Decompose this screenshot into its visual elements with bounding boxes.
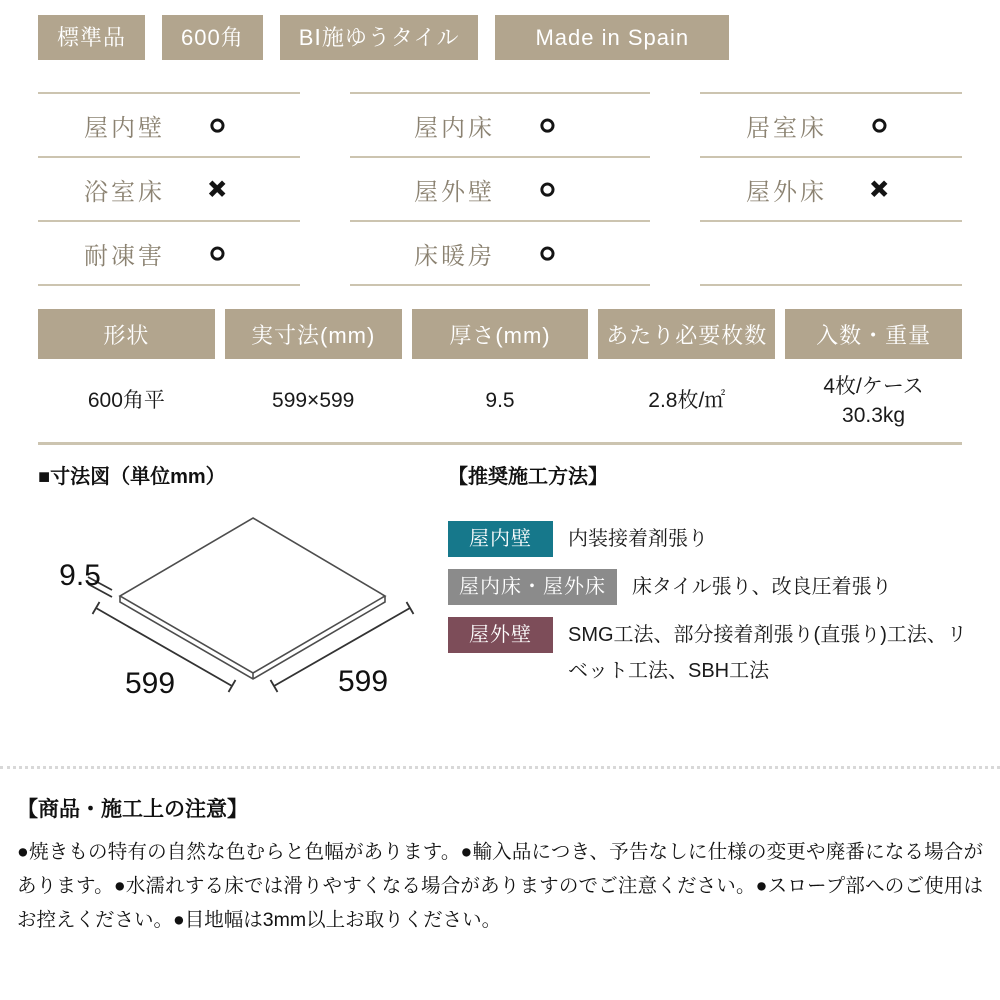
notes-section	[0, 769, 1000, 937]
method-text: 内装接着剤張り	[568, 528, 708, 550]
spec-value-weight: 30.3kg	[842, 403, 906, 427]
usage-mark: ○	[539, 173, 556, 204]
usage-column	[700, 92, 962, 286]
dimension-diagram	[38, 501, 438, 706]
usage-label: 耐凍害	[84, 242, 165, 270]
construction-methods-title: 【推奨施工方法】	[448, 466, 608, 488]
spec-value-thickness: 9.5	[485, 389, 515, 412]
usage-row	[700, 156, 962, 220]
usage-label: 屋内床	[414, 114, 495, 142]
usage-row	[38, 92, 300, 156]
usage-label: 屋外壁	[414, 178, 495, 206]
spec-header-thickness: 厚さ(mm)	[412, 309, 589, 359]
usage-label: 床暖房	[414, 242, 495, 270]
usage-row	[350, 92, 650, 156]
tile-top-face	[120, 518, 385, 673]
usage-label: 屋内壁	[84, 114, 165, 142]
method-row-outdoor-wall	[448, 617, 985, 689]
usage-row	[38, 156, 300, 220]
usage-label: 屋外床	[746, 178, 827, 206]
spec-value-qty: 4枚/ケース	[823, 374, 924, 398]
thickness-label: 9.5	[59, 559, 101, 592]
product-badge-origin: Made in Spain	[495, 15, 729, 60]
method-text: SMG工法、部分接着剤張り(直張り)工法、リベット工法、SBH工法	[568, 624, 967, 682]
method-row-indoor-wall	[448, 521, 985, 557]
spec-header-qty-weight: 入数・重量	[785, 309, 962, 359]
usage-row	[700, 92, 962, 156]
usage-row	[350, 220, 650, 284]
spec-table-value-row	[38, 359, 962, 442]
notes-title: 【商品・施工上の注意】	[17, 798, 248, 821]
dimension-diagram-section	[38, 463, 448, 706]
method-badge-indoor-wall: 屋内壁	[448, 521, 553, 557]
spec-value-shape: 600角平	[87, 389, 165, 412]
width-label: 599	[124, 667, 176, 700]
spec-value-pieces-required: 2.8枚/㎡	[648, 389, 726, 412]
usage-column	[350, 92, 650, 286]
depth-label: 599	[337, 665, 389, 698]
usage-grid	[38, 92, 962, 286]
method-row-floors	[448, 569, 985, 605]
notes-body: ●焼きもの特有の自然な色むらと色幅があります。●輸入品につき、予告なしに仕様の変更や廃番になる場合があります。●水濡れする床では滑りやすくなる場合がありますのでご注意ください。●スロープ部へのご使用はお控えください。●目地幅は3mm以上お取りください。	[17, 841, 983, 931]
usage-column	[38, 92, 300, 286]
usage-mark: ×	[871, 173, 888, 204]
spec-table	[38, 309, 962, 445]
method-text: 床タイル張り、改良圧着張り	[632, 576, 892, 598]
usage-mark: ○	[209, 109, 226, 140]
spec-value-actual-size: 599×599	[272, 389, 355, 412]
product-badges	[38, 15, 1000, 60]
spec-header-pieces-required: あたり必要枚数	[598, 309, 775, 359]
usage-row-empty	[700, 220, 962, 284]
usage-row	[350, 156, 650, 220]
spec-table-header-row	[38, 309, 962, 359]
dimension-diagram-title: ■寸法図（単位mm）	[38, 466, 226, 488]
construction-methods-list	[448, 521, 985, 689]
usage-label: 浴室床	[84, 178, 165, 206]
product-badge-standard: 標準品	[38, 15, 145, 60]
usage-mark: ○	[209, 237, 226, 268]
usage-mark: ×	[209, 173, 226, 204]
usage-mark: ○	[539, 237, 556, 268]
usage-label: 居室床	[746, 114, 827, 142]
method-badge-outdoor-wall: 屋外壁	[448, 617, 553, 653]
lower-section	[38, 463, 1000, 706]
product-badge-size: 600角	[162, 15, 263, 60]
usage-mark: ○	[539, 109, 556, 140]
construction-methods-section	[448, 463, 1000, 706]
usage-mark: ○	[871, 109, 888, 140]
spec-header-shape: 形状	[38, 309, 215, 359]
spec-value-qty-weight	[785, 359, 962, 442]
usage-row	[38, 220, 300, 284]
product-badge-type: BⅠ施ゆうタイル	[280, 15, 479, 60]
method-badge-floors: 屋内床・屋外床	[448, 569, 617, 605]
spec-header-actual-size: 実寸法(mm)	[225, 309, 402, 359]
